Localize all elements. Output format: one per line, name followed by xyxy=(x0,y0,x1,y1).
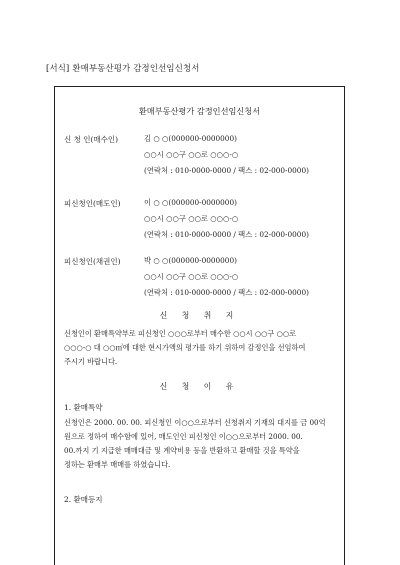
form-label: [서식] 환매부동산평가 감정인선임신청서 xyxy=(46,63,200,73)
respondent-seller-role: 피신청인(매도인) xyxy=(64,199,121,208)
reason-1-line: 원으로 정하여 매수함에 있어, 매도인인 피신청인 이○○으로부터 2000. 00. xyxy=(64,432,303,441)
purpose-line: ○○○-○ 대 ○○㎡에 대한 현시가액의 평가를 하기 위하여 감정인을 선임하여 xyxy=(64,343,306,352)
document-title: 환매부동산평가 감정인선임신청서 xyxy=(138,106,261,116)
reason-1-line: 00.까지 기 지급한 매매대금 및 계약비용 등을 반환하고 환매할 것을 특약을 xyxy=(64,446,300,455)
application-form xyxy=(54,86,345,565)
reasons-heading: 신 청 이 유 xyxy=(159,382,240,391)
reason-1-title: 1. 환매특약 xyxy=(64,403,103,412)
respondent-creditor-role: 피신청인(채권인) xyxy=(64,257,121,266)
purpose-heading: 신 청 취 지 xyxy=(159,311,240,320)
applicant-contact: (연락처 : 010-0000-0000 / 팩스 : 02-000-0000) xyxy=(144,166,309,175)
purpose-line: 신청인이 환매특약부로 피신청인 ○○○로부터 매수한 ○○시 ○○구 ○○로 xyxy=(64,329,297,338)
respondent-seller-address: ○○시 ○○구 ○○로 ○○○-○ xyxy=(144,214,239,223)
applicant-name: 김 ○ ○(000000-0000000) xyxy=(144,134,237,143)
respondent-creditor-address: ○○시 ○○구 ○○로 ○○○-○ xyxy=(144,272,239,281)
reason-1-line: 신청인은 2000. 00. 00. 피신청인 이○○으로부터 신청취지 기재의 대지를 금 00억 xyxy=(64,418,326,427)
respondent-creditor-name: 박 ○ ○(000000-0000000) xyxy=(144,256,237,265)
reason-1-paragraph xyxy=(64,416,337,472)
reason-2-title: 2. 환매등지 xyxy=(64,495,103,504)
applicant-address: ○○시 ○○구 ○○로 ○○○-○ xyxy=(144,150,239,159)
reason-1-line: 정하는 환매부 매매를 하였습니다. xyxy=(64,460,171,469)
respondent-creditor-contact: (연락처 : 010-0000-0000 / 팩스 : 02-000-0000) xyxy=(144,288,309,297)
respondent-seller-name: 이 ○ ○(000000-0000000) xyxy=(144,198,237,207)
purpose-line: 주시기 바랍니다. xyxy=(64,357,118,366)
respondent-seller-contact: (연락처 : 010-0000-0000 / 팩스 : 02-000-0000) xyxy=(144,230,309,239)
purpose-paragraph xyxy=(64,327,337,369)
applicant-role: 신 청 인(매수인) xyxy=(64,135,119,144)
